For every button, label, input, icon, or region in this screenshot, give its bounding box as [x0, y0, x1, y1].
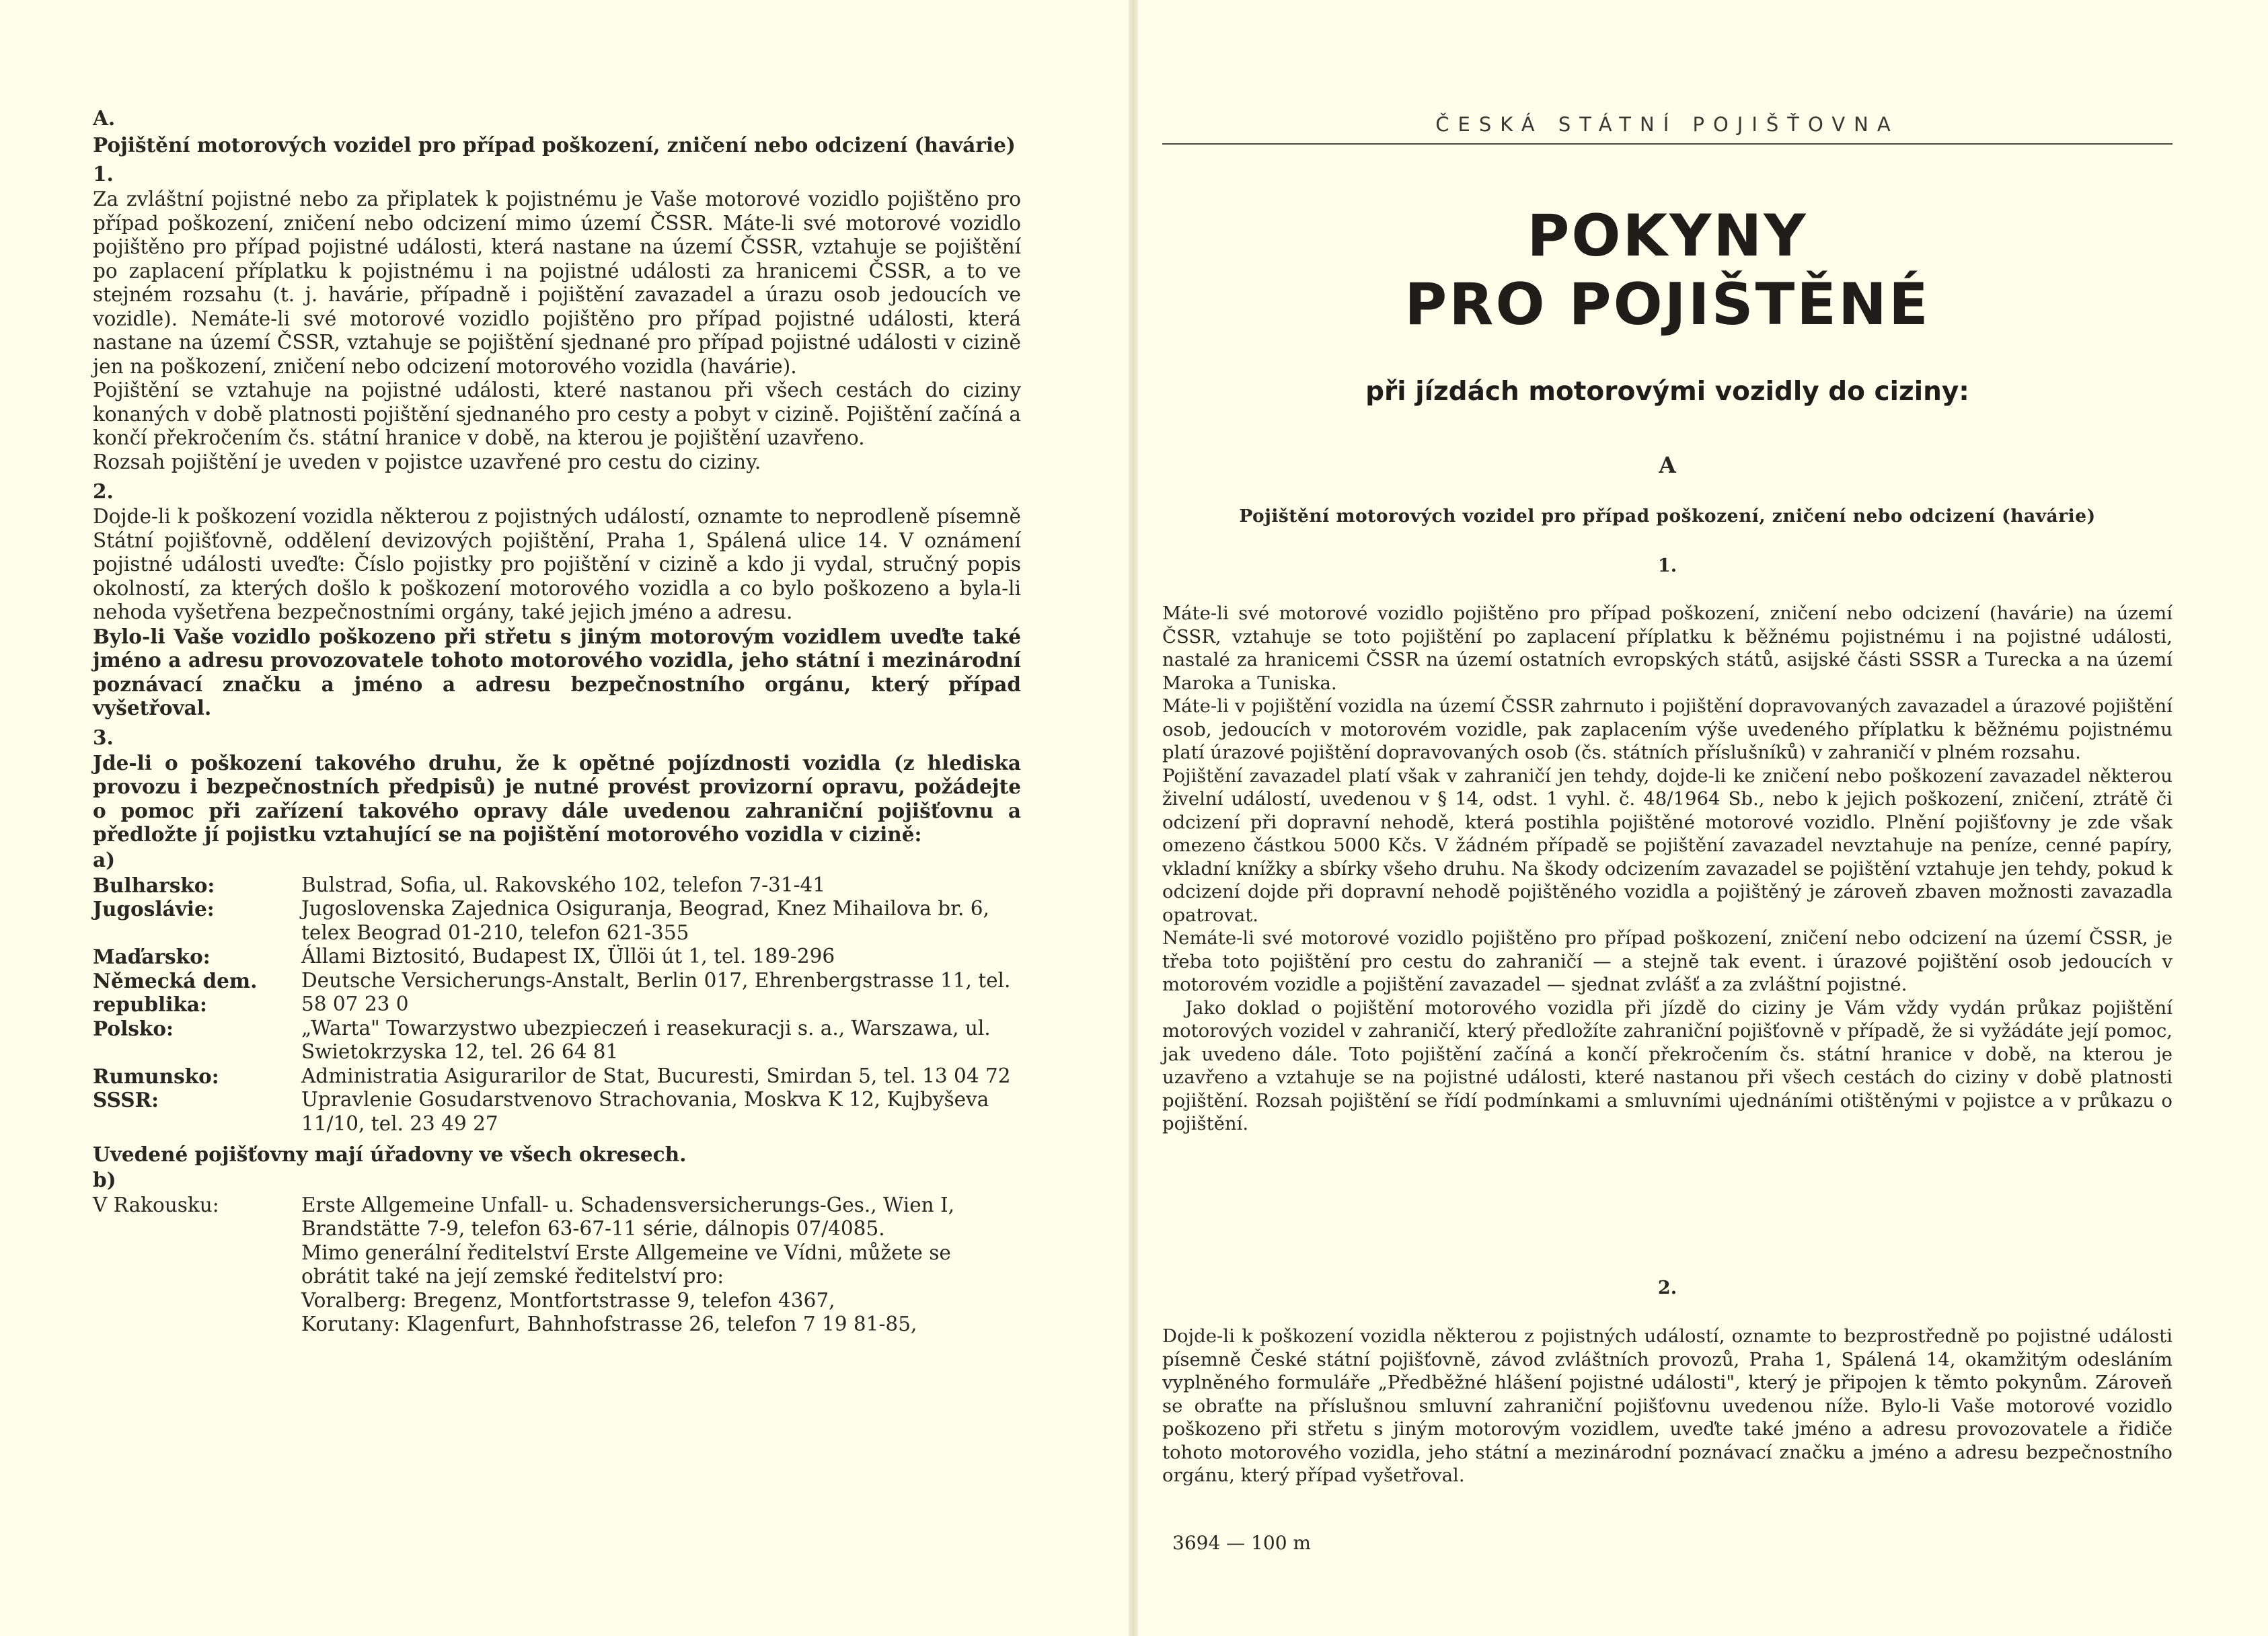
- address-table: [93, 873, 1021, 1136]
- address-value: Administratia Asigurarilor de Stat, Bucuresti, Smirdan 5, tel. 13 04 72: [301, 1064, 1011, 1087]
- page-fold: [1129, 0, 1138, 1636]
- offices-note: Uvedené pojišťovny mají úřadovny ve všech okresech.: [93, 1142, 687, 1166]
- address-country: Německá dem. republika:: [93, 968, 258, 1016]
- title-line-2: PRO POJIŠTĚNÉ: [1404, 271, 1930, 338]
- address-row: [93, 945, 1021, 969]
- address-country: Bulharsko:: [93, 873, 215, 897]
- address-value: Deutsche Versicherungs-Anstalt, Berlin 017, Ehrenbergstrasse 11, tel. 58 07 23 0: [301, 968, 1011, 1015]
- right-paragraph-6: Dojde-li k poškození vozidla některou z pojistných událostí, oznamte to bezprostředně po pojistné události písemně České státní pojišťovně, závod zvláštních provozů, Praha 1, Spálená 14, okamžitým odesláním vyplněného formuláře „Předběžné hlášení pojistné události", který je připojen k těmto pokynům. Zároveň se obraťte na příslušnou smluvní zahraniční pojišťovnu uvedenou níže. Bylo-li Vaše motorové vozidlo poškozeno při střetu s jiným motorovým vozidlem, uveďte také jméno a adresu provozovatele a řidiče tohoto motorového vozidla, jeho státní a mezinárodní poznávací značku a jméno a adresu bezpečnostního orgánu, který případ vyšetřoval.: [1162, 1325, 2172, 1486]
- left-paragraph-3: Rozsah pojištění je uveden v pojistce uzavřené pro cestu do ciziny.: [93, 450, 761, 473]
- document-subtitle: při jízdách motorovými vozidly do ciziny:: [1365, 377, 1969, 407]
- right-paragraph-2: Máte-li v pojištění vozidla na území ČSSR zahrnuto i pojištění dopravovaných zavazadel a úrazové pojištění osob, jedoucích v motorovém vozidle, pak zaplacením výše uvedeného příplatku k běžnému pojistnému platí úrazové pojištění dopravovaných osob (čs. státních příslušníků) v zahraničí v plném rozsahu.: [1162, 695, 2172, 763]
- left-number-2: 2.: [93, 479, 114, 503]
- austria-table: [93, 1194, 1021, 1337]
- left-paragraph-6: Jde-li o poškození takového druhu, že k opětné pojízdnosti vozidla (z hlediska provozu i bezpečnostních předpisů) je nutné provést provizorní opravu, požádejte o pomoc při zařízení takového opravy dále uvedenou zahraniční pojišťovnu a předložte jí pojistku vztahující se na pojištění motorového vozidla v cizině:: [93, 750, 1021, 846]
- address-country: Rumunsko:: [93, 1064, 219, 1088]
- austria-line-2: Mimo generální ředitelství Erste Allgemeine ve Vídni, můžete se obrátit také na její zemské ředitelství pro:: [301, 1241, 951, 1288]
- right-section-title: Pojištění motorových vozidel pro případ poškození, zničení nebo odcizení (havárie): [1239, 506, 2096, 527]
- left-paragraph-1: Za zvláštní pojistné nebo za připlatek k pojistnému je Vaše motorové vozidlo pojištěno pro případ poškození, zničení nebo odcizení mimo území ČSSR. Máte-li své motorové vozidlo pojištěno pro případ pojistné události, která nastane na území ČSSR, vztahuje se pojištění po zaplacení příplatku k pojistnému i na pojistné události za hranicemi ČSSR, a to ve stejném rozsahu (t. j. havárie, případně i pojištění zavazadel a úrazu osob jedoucích ve vozidle). Nemáte-li své motorové vozidlo pojištěno pro případ pojistné události, která nastane na území ČSSR, vztahuje se pojištění sjednané pro případ pojistné události v cizině jen na poškození, zničení nebo odcizení motorového vozidla (havárie).: [93, 188, 1021, 378]
- austria-line-1: Erste Allgemeine Unfall- u. Schadensversicherungs-Ges., Wien I, Brandstätte 7-9, telefon 63-67-11 série, dálnopis 07/4085.: [301, 1193, 955, 1240]
- right-number-1: 1.: [1657, 555, 1677, 576]
- right-number-2: 2.: [1657, 1278, 1677, 1298]
- address-row: [93, 897, 1021, 945]
- right-paragraph-5: Jako doklad o pojištění motorového vozidla při jízdě do ciziny je Vám vždy vydán průkaz pojištění motorových vozidel v zahraničí, který předložíte zahraniční pojišťovně v případě, že si vyžádáte její pomoc, jak uvedeno dále. Toto pojištění začíná a končí překročením čs. státní hranice v době, na kterou je uzavřeno a vztahuje se na pojistné události, které nastanou při všech cestách do ciziny v době platnosti pojištění. Rozsah pojištění se řídí podmínkami a smluvními ujednáními otištěnými v pojistce a v průkazu o pojištění.: [1162, 997, 2172, 1134]
- left-section-title: Pojištění motorových vozidel pro případ poškození, zničení nebo odcizení (havárie): [93, 132, 1016, 157]
- print-code: 3694 — 100 m: [1172, 1532, 1311, 1554]
- masthead-rule: [1162, 143, 2172, 145]
- right-section-letter: A: [1659, 452, 1676, 478]
- austria-line-3: Voralberg: Bregenz, Montfortstrasse 9, telefon 4367,: [301, 1288, 835, 1312]
- left-label-b: b): [93, 1167, 116, 1192]
- address-value: Állami Biztositó, Budapest IX, Üllöi út 1, tel. 189-296: [301, 945, 835, 968]
- address-value: Bulstrad, Sofia, ul. Rakovského 102, telefon 7-31-41: [301, 873, 826, 896]
- masthead: ČESKÁ STÁTNÍ POJIŠŤOVNA: [1435, 113, 1899, 136]
- austria-line-4: Korutany: Klagenfurt, Bahnhofstrasse 26, telefon 7 19 81-85,: [301, 1313, 917, 1335]
- title-line-1: POKYNY: [1527, 202, 1808, 270]
- left-column: [93, 106, 1021, 1337]
- address-value: Jugoslovenska Zajednica Osiguranja, Beograd, Knez Mihailova br. 6, telex Beograd 01-210, telefon 621-355: [301, 897, 989, 944]
- address-country: Jugoslávie:: [93, 897, 215, 921]
- left-paragraph-5: Bylo-li Vaše vozidlo poškozeno při střetu s jiným motorovým vozidlem uveďte také jméno a adresu provozovatele tohoto motorového vozidla, jeho státní i mezinárodní poznávací značku a jméno a adresu bezpečnostního orgánu, který případ vyšetřoval.: [93, 624, 1021, 719]
- left-number-3: 3.: [93, 725, 114, 749]
- address-value: „Warta" Towarzystwo ubezpieczeń i reasekuracji s. a., Warszawa, ul. Swietokrzyska 12, tel. 26 64 81: [301, 1016, 991, 1063]
- left-label-a: a): [93, 847, 116, 871]
- address-country: SSSR:: [93, 1088, 159, 1112]
- address-value: Upravlenie Gosudarstvenovo Strachovania, Moskva K 12, Kujbyševa 11/10, tel. 23 49 27: [301, 1088, 989, 1135]
- address-country: Maďarsko:: [93, 945, 211, 968]
- left-number-1: 1.: [93, 162, 114, 186]
- right-paragraph-3: Pojištění zavazadel platí však v zahraničí jen tehdy, dojde-li ke zničení nebo poškození zavazadel některou živelní událostí, uvedenou v § 14, odst. 1 vyhl. č. 48/1964 Sb., nebo k jejich poškození, zničení, ztrátě či odcizení při dopravní nehodě, která postihla pojištěné motorové vozidlo. Plnění pojišťovny je zde však omezeno částkou 5000 Kčs. V žádném případě se pojištění zavazadel nevztahuje na peníze, cenné papíry, vkladní knížky a sbírky všeho druhu. Na škody odcizením zavazadel se pojištění vztahuje jen tehdy, pokud k odcizení dojde při dopravní nehodě pojištěného vozidla a pojištěný je zároveň zbaven možnosti zavazadla opatrovat.: [1162, 765, 2172, 926]
- address-row: [93, 873, 1021, 898]
- address-country: Polsko:: [93, 1016, 174, 1040]
- left-paragraph-4: Dojde-li k poškození vozidla některou z pojistných událostí, oznamte to neprodleně písemně Státní pojišťovně, oddělení devizových pojištění, Praha 1, Spálená ulice 14. V oznámení pojistné události uveďte: Číslo pojistky pro pojištění v cizině a kdo ji vydal, stručný popis okolností, za kterých došlo k poškození motorového vozidla a co bylo poškozeno a byla-li nehoda vyšetřena bezpečnostními orgány, také jejich jméno a adresu.: [93, 505, 1021, 623]
- left-paragraph-2: Pojištění se vztahuje na pojistné události, které nastanou při všech cestách do ciziny konaných v době platnosti pojištění sjednaného pro cesty a pobyt v cizině. Pojištění začíná a končí překročením čs. státní hranice v době, na kterou je pojištění uzavřeno.: [93, 379, 1021, 449]
- address-row: [93, 969, 1021, 1017]
- address-row: [93, 1088, 1021, 1136]
- left-section-letter: A.: [93, 106, 116, 130]
- right-column-part-2: [1162, 1325, 2172, 1487]
- address-row: [93, 1064, 1021, 1089]
- right-paragraph-4: Nemáte-li své motorové vozidlo pojištěno pro případ poškození, zničení nebo odcizení na území ČSSR, je třeba toto pojištění pro cestu do zahraničí — a stejně tak event. i úrazové pojištění osob jedoucích v motorovém vozidle a pojištění zavazadel — sjednat zvlášť a za zvláštní pojistné.: [1162, 927, 2172, 995]
- document-title: [1162, 202, 2172, 339]
- address-row: [93, 1017, 1021, 1064]
- austria-key: V Rakousku:: [93, 1193, 219, 1216]
- right-column-part-1: [1162, 602, 2172, 1136]
- right-paragraph-1: Máte-li své motorové vozidlo pojištěno pro případ poškození, zničení nebo odcizení (havárie) na území ČSSR, vztahuje se toto pojištění po zaplacení příplatku k běžnému pojistnému i na pojistné události, nastalé za hranicemi ČSSR na území ostatních evropských států, asijské části SSSR a Turecka a na území Maroka a Tuniska.: [1162, 602, 2172, 694]
